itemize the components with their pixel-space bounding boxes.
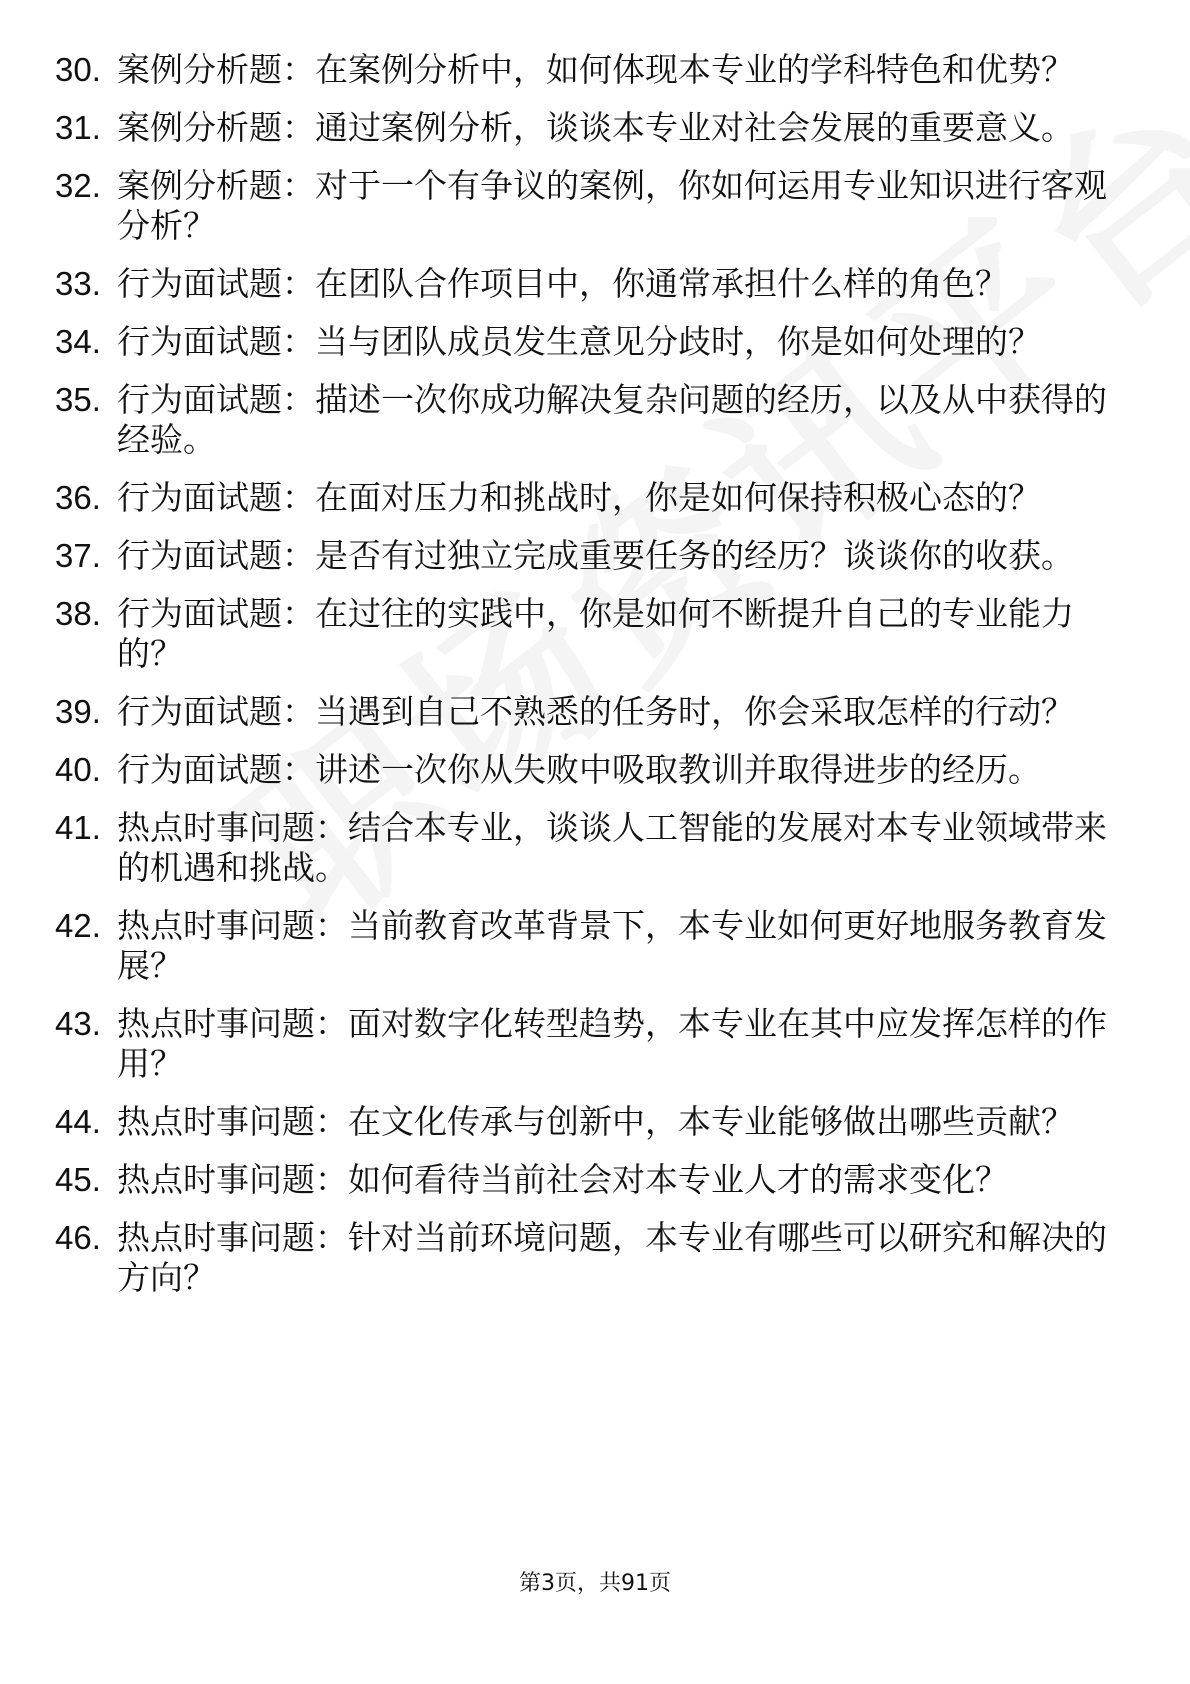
question-item — [55, 594, 1115, 674]
question-body — [117, 322, 1115, 362]
question-text: 对于一个有争议的案例，你如何运用专业知识进行客观分析？ — [117, 166, 1107, 245]
question-text: 在案例分析中，如何体现本专业的学科特色和优势？ — [315, 50, 1074, 89]
question-category: 行为面试题： — [117, 264, 315, 303]
question-category: 案例分析题： — [117, 108, 315, 147]
question-text: 是否有过独立完成重要任务的经历？谈谈你的收获。 — [315, 536, 1074, 575]
question-number: 39. — [55, 693, 101, 730]
question-category: 热点时事问题： — [117, 808, 348, 847]
question-text: 在团队合作项目中，你通常承担什么样的角色？ — [315, 264, 1008, 303]
question-text: 通过案例分析，谈谈本专业对社会发展的重要意义。 — [315, 108, 1074, 147]
question-text: 在文化传承与创新中，本专业能够做出哪些贡献？ — [348, 1102, 1074, 1141]
question-text: 当与团队成员发生意见分歧时，你是如何处理的？ — [315, 322, 1041, 361]
question-text: 讲述一次你从失败中吸取教训并取得进步的经历。 — [315, 750, 1041, 789]
question-item — [55, 478, 1115, 518]
question-item — [55, 750, 1115, 790]
question-item — [55, 1218, 1115, 1298]
question-text: 当前教育改革背景下，本专业如何更好地服务教育发展？ — [117, 906, 1107, 985]
question-category: 行为面试题： — [117, 692, 315, 731]
question-category: 热点时事问题： — [117, 1160, 348, 1199]
question-text: 如何看待当前社会对本专业人才的需求变化？ — [348, 1160, 1008, 1199]
question-body — [117, 808, 1115, 888]
question-category: 案例分析题： — [117, 166, 315, 205]
question-number: 46. — [55, 1219, 101, 1256]
question-item — [55, 264, 1115, 304]
page-footer: 第3页，共91页 — [519, 1571, 671, 1596]
question-number: 40. — [55, 751, 101, 788]
question-text: 针对当前环境问题，本专业有哪些可以研究和解决的方向？ — [117, 1218, 1107, 1297]
question-item — [55, 906, 1115, 986]
question-category: 行为面试题： — [117, 750, 315, 789]
question-text: 结合本专业，谈谈人工智能的发展对本专业领域带来的机遇和挑战。 — [117, 808, 1107, 887]
question-number: 31. — [55, 109, 101, 146]
question-number: 35. — [55, 381, 101, 418]
question-category: 热点时事问题： — [117, 1004, 348, 1043]
question-text: 当遇到自己不熟悉的任务时，你会采取怎样的行动？ — [315, 692, 1074, 731]
question-category: 热点时事问题： — [117, 1218, 348, 1257]
question-number: 30. — [55, 51, 101, 88]
question-number: 42. — [55, 907, 101, 944]
question-body — [117, 1004, 1115, 1084]
question-number: 44. — [55, 1103, 101, 1140]
question-number: 36. — [55, 479, 101, 516]
question-item — [55, 1102, 1115, 1142]
question-body — [117, 536, 1115, 576]
question-body — [117, 692, 1115, 732]
question-text: 在面对压力和挑战时，你是如何保持积极心态的？ — [315, 478, 1041, 517]
question-item — [55, 808, 1115, 888]
question-number: 34. — [55, 323, 101, 360]
question-number: 38. — [55, 595, 101, 632]
question-list — [55, 50, 1115, 1316]
question-number: 43. — [55, 1005, 101, 1042]
question-category: 热点时事问题： — [117, 1102, 348, 1141]
question-item — [55, 692, 1115, 732]
question-category: 案例分析题： — [117, 50, 315, 89]
question-body — [117, 380, 1115, 460]
question-category: 行为面试题： — [117, 322, 315, 361]
question-category: 热点时事问题： — [117, 906, 348, 945]
question-number: 37. — [55, 537, 101, 574]
question-body — [117, 1218, 1115, 1298]
question-item — [55, 1160, 1115, 1200]
question-item — [55, 536, 1115, 576]
question-body — [117, 264, 1115, 304]
question-text: 面对数字化转型趋势，本专业在其中应发挥怎样的作用？ — [117, 1004, 1107, 1083]
question-category: 行为面试题： — [117, 594, 315, 633]
question-number: 45. — [55, 1161, 101, 1198]
question-body — [117, 1102, 1115, 1142]
question-body — [117, 594, 1115, 674]
question-body — [117, 1160, 1115, 1200]
question-body — [117, 50, 1115, 90]
question-item — [55, 108, 1115, 148]
question-category: 行为面试题： — [117, 478, 315, 517]
question-number: 41. — [55, 809, 101, 846]
question-body — [117, 108, 1115, 148]
question-body — [117, 478, 1115, 518]
question-text: 在过往的实践中，你是如何不断提升自己的专业能力的？ — [117, 594, 1074, 673]
question-item — [55, 166, 1115, 246]
question-body — [117, 750, 1115, 790]
question-body — [117, 906, 1115, 986]
question-item — [55, 1004, 1115, 1084]
question-item — [55, 50, 1115, 90]
question-item — [55, 322, 1115, 362]
question-item — [55, 380, 1115, 460]
question-category: 行为面试题： — [117, 380, 315, 419]
question-text: 描述一次你成功解决复杂问题的经历，以及从中获得的经验。 — [117, 380, 1107, 459]
question-body — [117, 166, 1115, 246]
question-number: 33. — [55, 265, 101, 302]
question-number: 32. — [55, 167, 101, 204]
question-category: 行为面试题： — [117, 536, 315, 575]
